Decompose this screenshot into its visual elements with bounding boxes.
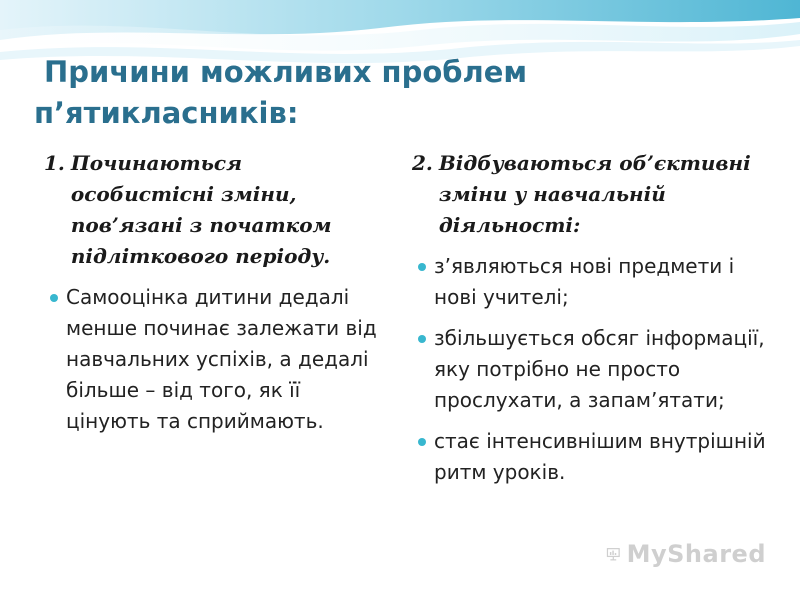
list-item xyxy=(412,323,772,416)
right-bullet-list xyxy=(412,251,772,488)
dot-icon xyxy=(418,335,426,343)
dot-icon xyxy=(418,263,426,271)
slide-title xyxy=(34,52,754,134)
list-item xyxy=(412,426,772,488)
list-item-text: збільшується обсяг інформації, яку потрібно не просто прослухати, а запам’ятати; xyxy=(434,326,765,412)
slide-title-line-2: п’ятикласників: xyxy=(34,96,299,130)
left-column-heading xyxy=(44,148,389,272)
right-column xyxy=(412,148,772,498)
list-item-text: стає інтенсивнішим внутрішній ритм уроків. xyxy=(434,429,766,484)
watermark-text: MyShared xyxy=(626,540,766,568)
list-item-text: Самооцінка дитини дедалі менше починає залежати від навчальних успіхів, а дедалі більше – від того, як її цінують та сприймають. xyxy=(66,285,377,433)
list-item xyxy=(44,282,389,437)
dot-icon xyxy=(50,294,58,302)
list-item-text: з’являються нові предмети і нові учителі; xyxy=(434,254,735,309)
slide-title-line-1: Причини можливих проблем xyxy=(44,55,528,89)
presentation-board-icon xyxy=(606,539,621,569)
left-column xyxy=(44,148,389,447)
dot-icon xyxy=(418,438,426,446)
left-column-number: 1. xyxy=(44,151,65,175)
right-column-number: 2. xyxy=(412,151,433,175)
left-column-heading-text: Починаються особистісні зміни, пов’язані з початком підліткового періоду. xyxy=(70,151,332,268)
right-column-heading xyxy=(412,148,772,241)
watermark-logo xyxy=(606,536,766,572)
list-item xyxy=(412,251,772,313)
left-bullet-list xyxy=(44,282,389,437)
right-column-heading-text: Відбуваються об’єктивні зміни у навчальній діяльності: xyxy=(438,151,751,237)
